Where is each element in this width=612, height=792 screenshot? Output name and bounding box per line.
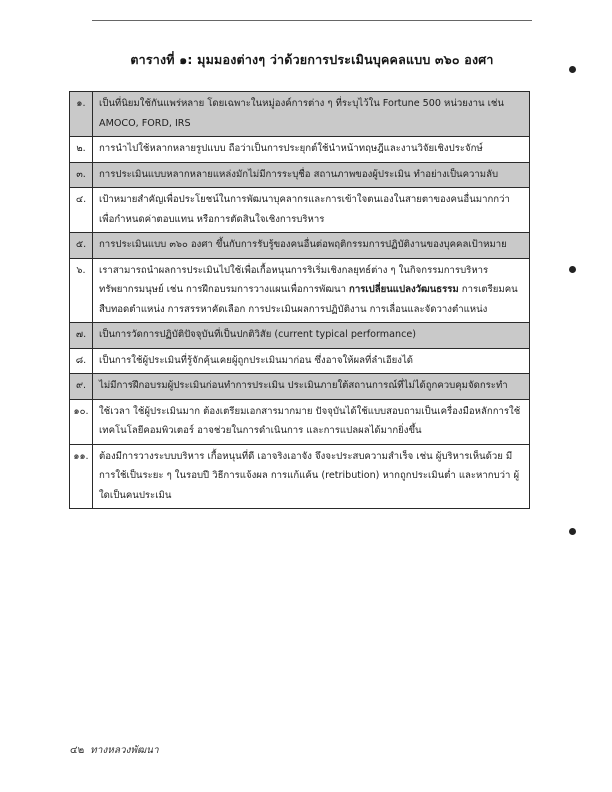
row-number: ๕. xyxy=(70,233,93,259)
table-row xyxy=(70,188,530,233)
margin-bullet-2 xyxy=(569,266,576,273)
table-row xyxy=(70,444,530,509)
row-text: เป็นการใช้ผู้ประเมินที่รู้จักคุ้นเคยผู้ถูกประเมินมาก่อน ซึ่งอาจให้ผลที่ลำเอียงได้ xyxy=(93,348,530,374)
row-number: ๒. xyxy=(70,137,93,163)
table-row xyxy=(70,374,530,400)
table-row xyxy=(70,323,530,349)
row-number: ๓. xyxy=(70,162,93,188)
row-number: ๖. xyxy=(70,258,93,323)
page-footer xyxy=(70,743,159,758)
row-number: ๑๑. xyxy=(70,444,93,509)
row-text: ต้องมีการวางระบบบริหาร เกื้อหนุนที่ดี เอาจริงเอาจัง จึงจะประสบความสำเร็จ เช่น ผู้บริหารเห็นด้วย มีการใช้เป็นระยะ ๆ ในรอบปี วิธีการแจ้งผล การแก้แค้น (retribution) หากถูกประเมินต่ำ และหากบว่า ผู้ใดเป็นคนประเมิน xyxy=(93,444,530,509)
margin-bullet-1 xyxy=(569,66,576,73)
table-row xyxy=(70,348,530,374)
journal-name: ทางหลวงพัฒนา xyxy=(90,745,159,756)
page-number: ๔๒ xyxy=(70,745,85,756)
row-text: ใช้เวลา ใช้ผู้ประเมินมาก ต้องเตรียมเอกสารมากมาย ปัจจุบันได้ใช้แบบสอบถามเป็นเครื่องมือหลักการใช้เทคโนโลยีคอมพิวเตอร์ อาจช่วยในการดำเนินการ และการแปลผลได้มากยิ่งขึ้น xyxy=(93,399,530,444)
table-row xyxy=(70,92,530,137)
margin-bullet-3 xyxy=(569,528,576,535)
table-row xyxy=(70,258,530,323)
row-number: ๔. xyxy=(70,188,93,233)
row-text xyxy=(93,258,530,323)
perspectives-table xyxy=(69,91,530,509)
row-number: ๘. xyxy=(70,348,93,374)
row-number: ๑. xyxy=(70,92,93,137)
row-text: ไม่มีการฝึกอบรมผู้ประเมินก่อนทำการประเมิน ประเมินภายใต้สถานการณ์ที่ไม่ได้ถูกควบคุมจัดกระทำ xyxy=(93,374,530,400)
row-text-part: เราสามารถนำผลการประเมินไปใช้เพื่อเกื้อหนุนการริเริ่มเชิงกลยุทธ์ต่าง ๆ ในกิจกรรมการบริหารทรัพยากรมนุษย์ เช่น การฝึกอบรมการวางแผนเพื่อการพัฒนา xyxy=(99,264,489,295)
row-text: เป็นการวัดการปฏิบัติปัจจุบันที่เป็นปกติวิสัย (current typical performance) xyxy=(93,323,530,349)
row-text: การนำไปใช้หลากหลายรูปแบบ ถือว่าเป็นการประยุกต์ใช้นำหน้าทฤษฎีและงานวิจัยเชิงประจักษ์ xyxy=(93,137,530,163)
table-row xyxy=(70,137,530,163)
table-row xyxy=(70,162,530,188)
row-number: ๙. xyxy=(70,374,93,400)
top-rule xyxy=(92,20,532,21)
row-text: การประเมินแบบ ๓๖๐ องศา ขึ้นกับการรับรู้ของคนอื่นต่อพฤติกรรมการปฏิบัติงานของบุคคลเป้าหมาย xyxy=(93,233,530,259)
row-number: ๑๐. xyxy=(70,399,93,444)
row-number: ๗. xyxy=(70,323,93,349)
row-text: เป้าหมายสำคัญเพื่อประโยชน์ในการพัฒนาบุคลากรและการเข้าใจตนเองในสายตาของคนอื่นมากกว่า เพื่อกำหนดค่าตอบแทน หรือการตัดสินใจเชิงการบริหาร xyxy=(93,188,530,233)
page-title: ตารางที่ ๑: มุมมองต่างๆ ว่าด้วยการประเมินบุคคลแบบ ๓๖๐ องศา xyxy=(130,52,494,67)
row-text-part: การเตรียมคนสืบทอดตำแหน่ง การสรรหาคัดเลือก การประเมินผลการปฏิบัติงาน การเลื่อนและจัดวางตำแหน่ง xyxy=(99,284,518,315)
table-row xyxy=(70,233,530,259)
table-row xyxy=(70,399,530,444)
row-text-bold: การเปลี่ยนแปลงวัฒนธรรม xyxy=(349,284,459,295)
row-text: การประเมินแบบหลากหลายแหล่งมักไม่มีการระบุชื่อ สถานภาพของผู้ประเมิน ทำอย่างเป็นความลับ xyxy=(93,162,530,188)
row-text: เป็นที่นิยมใช้กันแพร่หลาย โดยเฉพาะในหมู่องค์การต่าง ๆ ที่ระบุไว้ใน Fortune 500 หน่วยงาน เช่น AMOCO, FORD, IRS xyxy=(93,92,530,137)
